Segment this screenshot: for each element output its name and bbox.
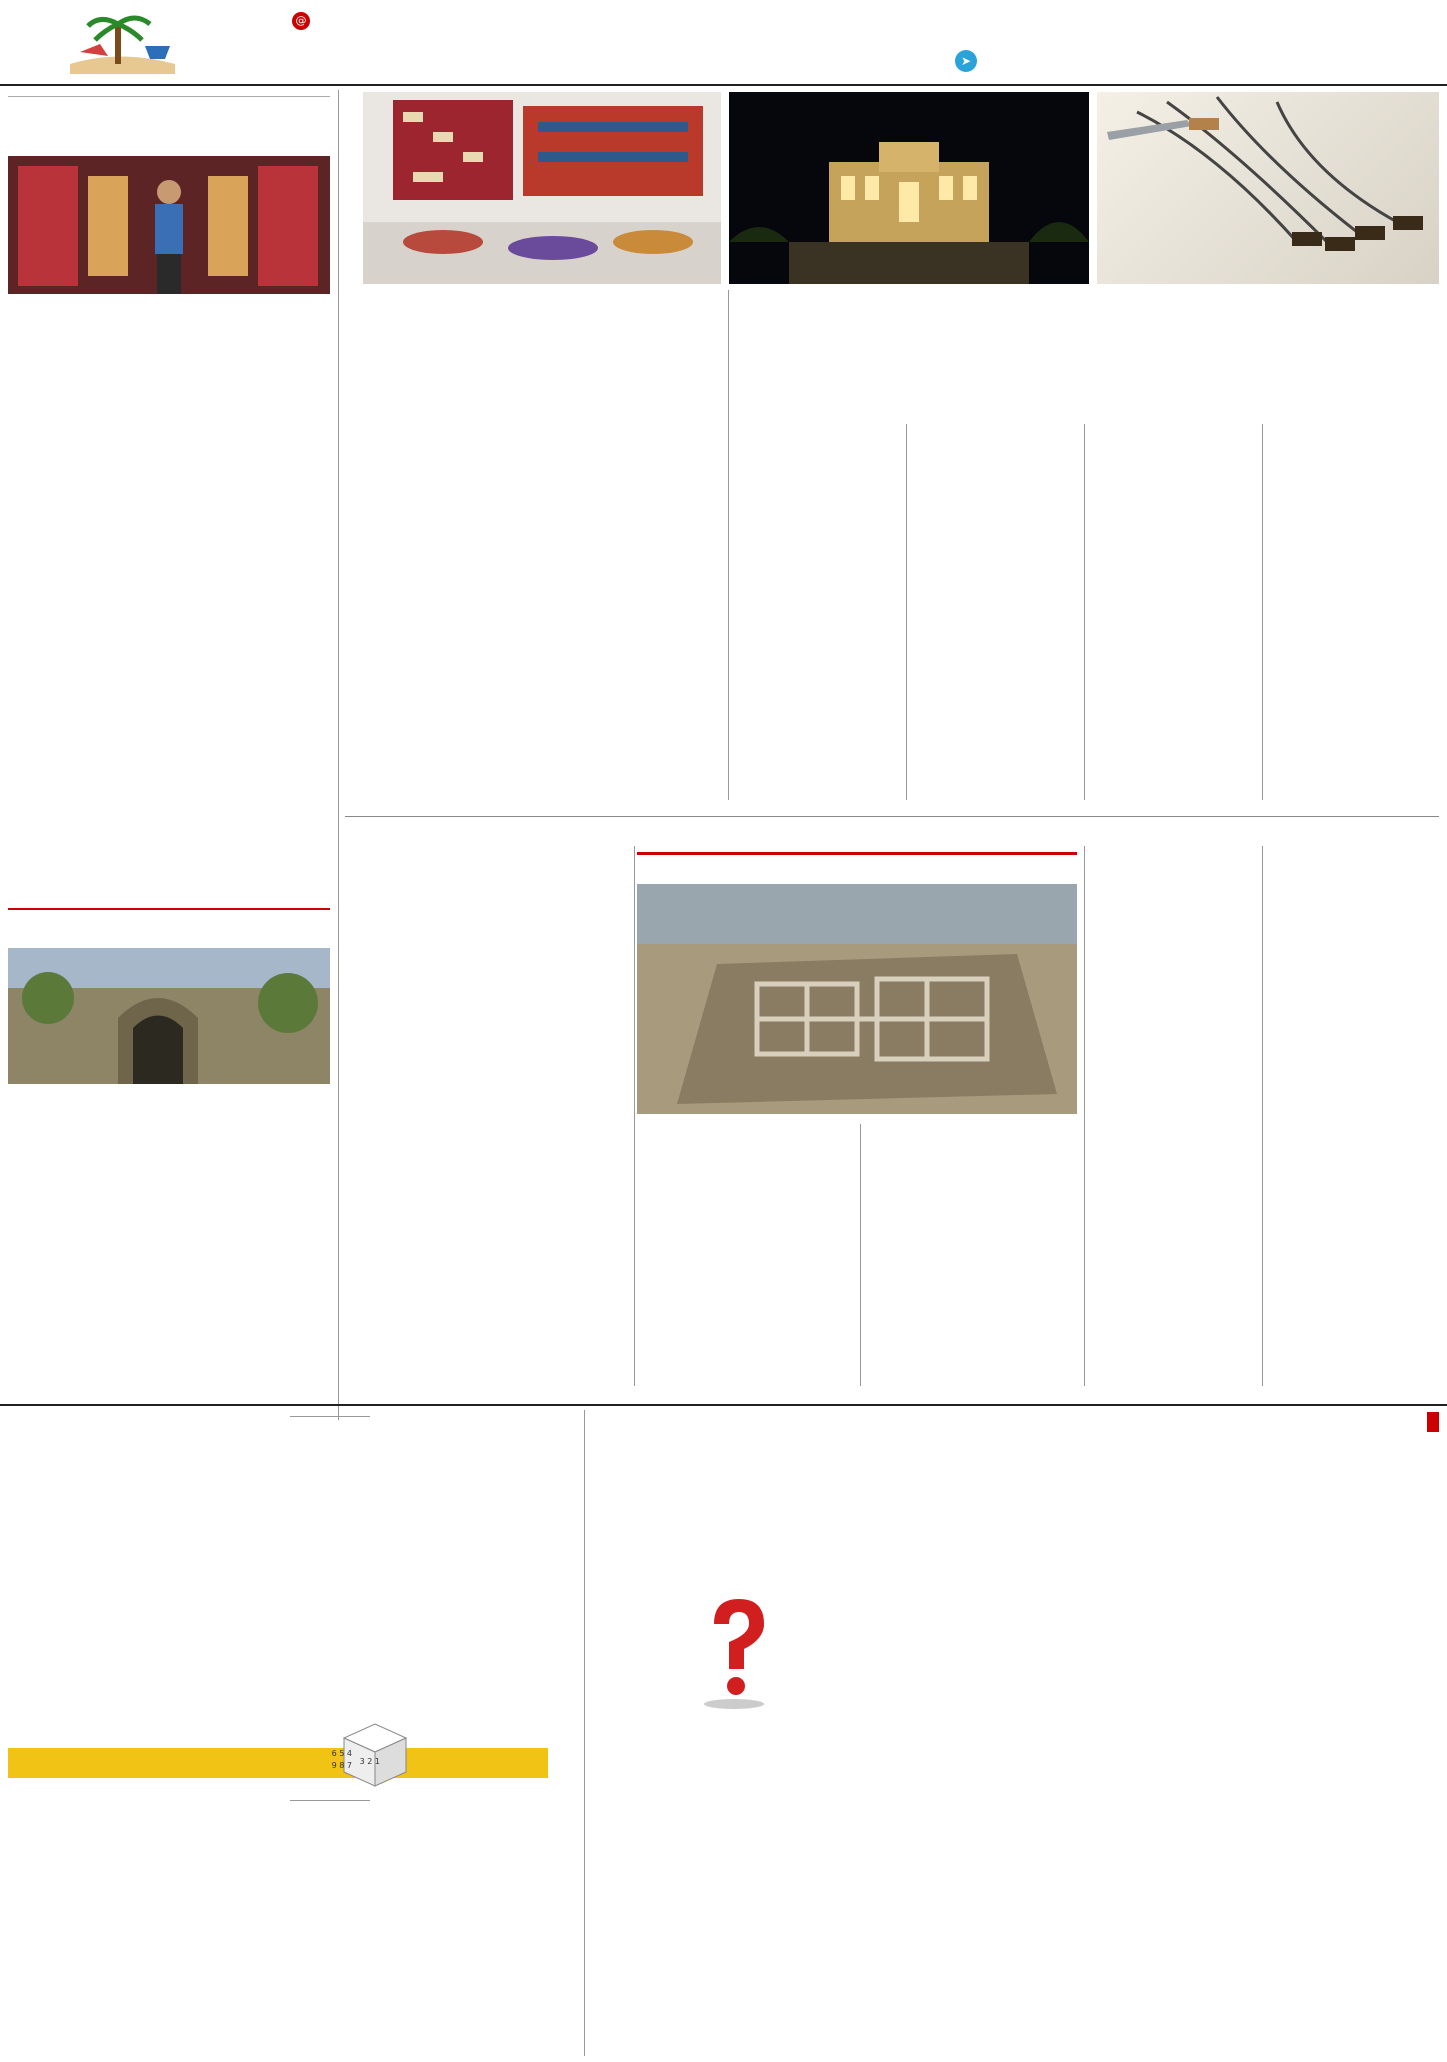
sudoku-hard-label (290, 1800, 370, 1801)
main-body-5b (363, 0, 535, 640)
second-body-col1 (1265, 846, 1437, 1386)
main-body-col5 (363, 290, 721, 800)
crossword-header (1229, 1410, 1439, 1434)
telegram-box[interactable] (737, 48, 977, 80)
svg-text:4 5 6: 4 5 6 (331, 1749, 352, 1758)
header-illustration (60, 4, 180, 74)
second-title (637, 848, 1077, 855)
crossword-vertical (1229, 1696, 1439, 2056)
photo-knives (1097, 92, 1439, 284)
crossword-side-numbers (1191, 1562, 1211, 2042)
main-body-col1 (1265, 424, 1437, 800)
sudoku-cube-illustration (331, 1720, 410, 1790)
main-body-col4 (731, 424, 899, 800)
logo[interactable] (1287, 12, 1437, 70)
second-body-col4 (637, 1124, 853, 1386)
svg-text:1 2 3: 1 2 3 (359, 1757, 380, 1766)
main-body-col3 (909, 424, 1077, 800)
svg-text:7 8 9: 7 8 9 (331, 1761, 352, 1770)
second-body-col2 (1087, 846, 1255, 1386)
left-news2-body (8, 1106, 330, 1416)
photo-salasel-castle (8, 948, 330, 1084)
main-body-col2 (1087, 424, 1255, 800)
answer-crossword-grid (595, 1748, 735, 2048)
sudoku-intro (292, 1900, 572, 2040)
crossword-grid-wrap (791, 1540, 1211, 2050)
photo-handicraft-seller (8, 156, 330, 294)
crossword-label (1427, 1412, 1439, 1432)
left-news-body (8, 318, 330, 896)
telegram-icon: ➤ (955, 50, 977, 72)
photo-kani-sib-excavation (637, 884, 1077, 1114)
masthead (0, 0, 1447, 82)
sudoku-easy-label (290, 1416, 370, 1417)
question-mark-illustration (689, 1594, 779, 1714)
crossword-clues-top-right (1019, 1412, 1219, 1532)
mail-icon: @ (292, 12, 310, 30)
main-body-5 (549, 290, 721, 420)
second-body-col5 (363, 846, 627, 1386)
crossword-clues-top-left (801, 1412, 1011, 1532)
sudoku-rules (292, 1506, 572, 1626)
sudoku-easy-grid[interactable] (12, 1420, 282, 1690)
crossword-horizontal (1229, 1440, 1439, 1690)
photo-building-night (729, 92, 1089, 284)
second-body-col3 (865, 1124, 1077, 1386)
solved-easy-grid (595, 1432, 735, 1572)
crossword-top-numbers (797, 1540, 1187, 1558)
left-news-label (8, 96, 330, 97)
sudoku-hard-grid[interactable] (12, 1790, 282, 2052)
crossword-grid[interactable] (797, 1562, 1187, 2042)
sudoku-banner (8, 1748, 548, 1778)
